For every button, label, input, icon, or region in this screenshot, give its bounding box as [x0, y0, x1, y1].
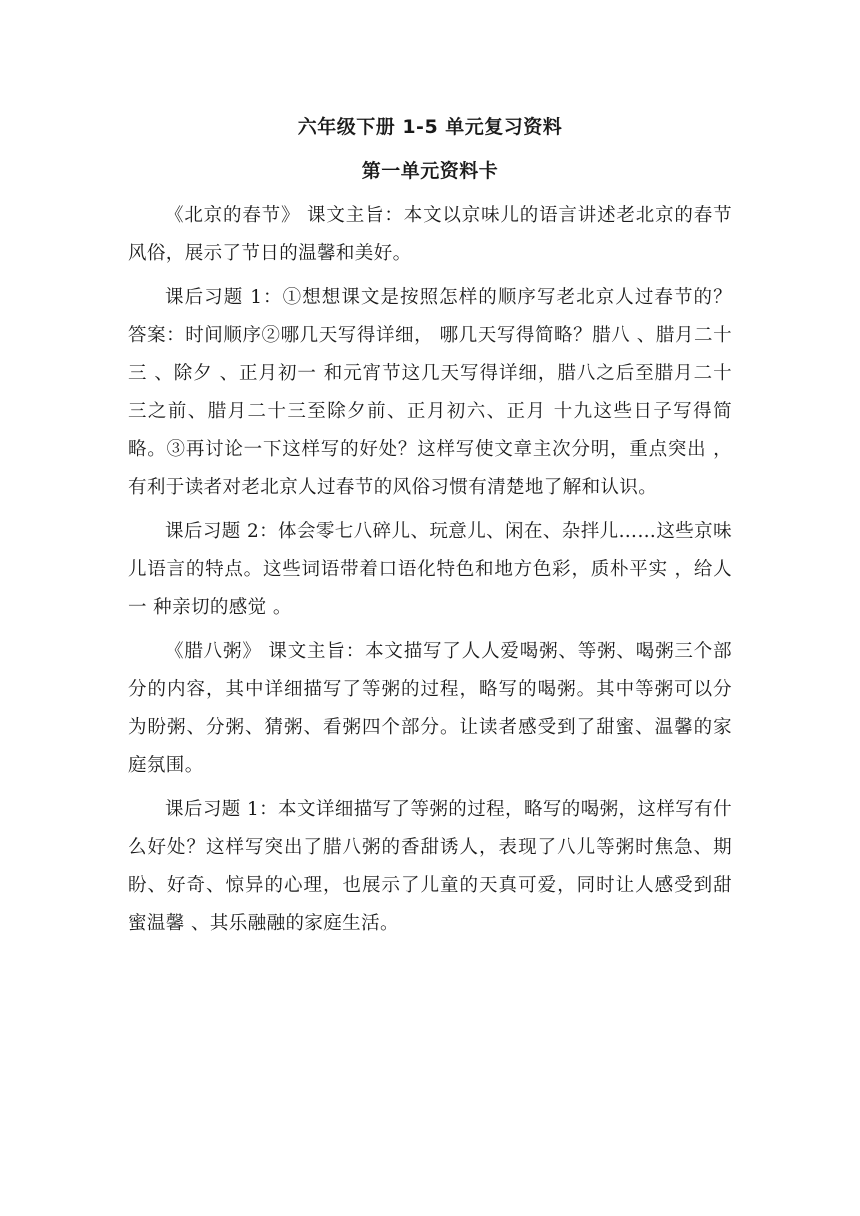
paragraph-exercise-1-laba-porridge: 课后习题 1：本文详细描写了等粥的过程，略写的喝粥，这样写有什么好处？这样写突出了腊八粥的香甜诱人，表现了八儿等粥时焦急、期盼、好奇、惊异的心理，也展示了儿童的天真可爱，同时让人感受到甜蜜温馨 、其乐融融的家庭生活。	[128, 799, 732, 934]
section-title: 第一单元资料卡	[361, 160, 499, 182]
paragraph-beijing-spring-festival-theme: 《北京的春节》 课文主旨：本文以京味儿的语言讲述老北京的春节风俗，展示了节日的温馨和美好。	[128, 205, 732, 264]
document-title: 六年级下册 1-5 单元复习资料	[297, 116, 563, 138]
paragraph-exercise-2-spring-festival: 课后习题 2：体会零七八碎儿、玩意儿、闲在、杂拌儿……这些京味儿语言的特点。这些词语带着口语化特色和地方色彩，质朴平实 ，给人一 种亲切的感觉 。	[128, 521, 732, 618]
paragraph-exercise-1-spring-festival: 课后习题 1：①想想课文是按照怎样的顺序写老北京人过春节的？ 答案：时间顺序②哪几天写得详细， 哪几天写得简略？腊八 、腊月二十三 、除夕 、正月初一 和元宵节这几天写得详细，腊八之后至腊月二十三之前、腊月二十三至除夕前、正月初六、正月 十九这些日子写得简略。③再讨论一下这样写的好处？这样写使文章主次分明，重点突出 ，有利于读者对老北京人过春节的风俗习惯有清楚地了解和认识。	[128, 287, 732, 498]
paragraph-laba-porridge-theme: 《腊八粥》 课文主旨：本文描写了人人爱喝粥、等粥、喝粥三个部分的内容，其中详细描写了等粥的过程，略写的喝粥。其中等粥可以分为盼粥、分粥、猜粥、看粥四个部分。让读者感受到了甜蜜、温馨的家庭氛围。	[128, 641, 732, 776]
